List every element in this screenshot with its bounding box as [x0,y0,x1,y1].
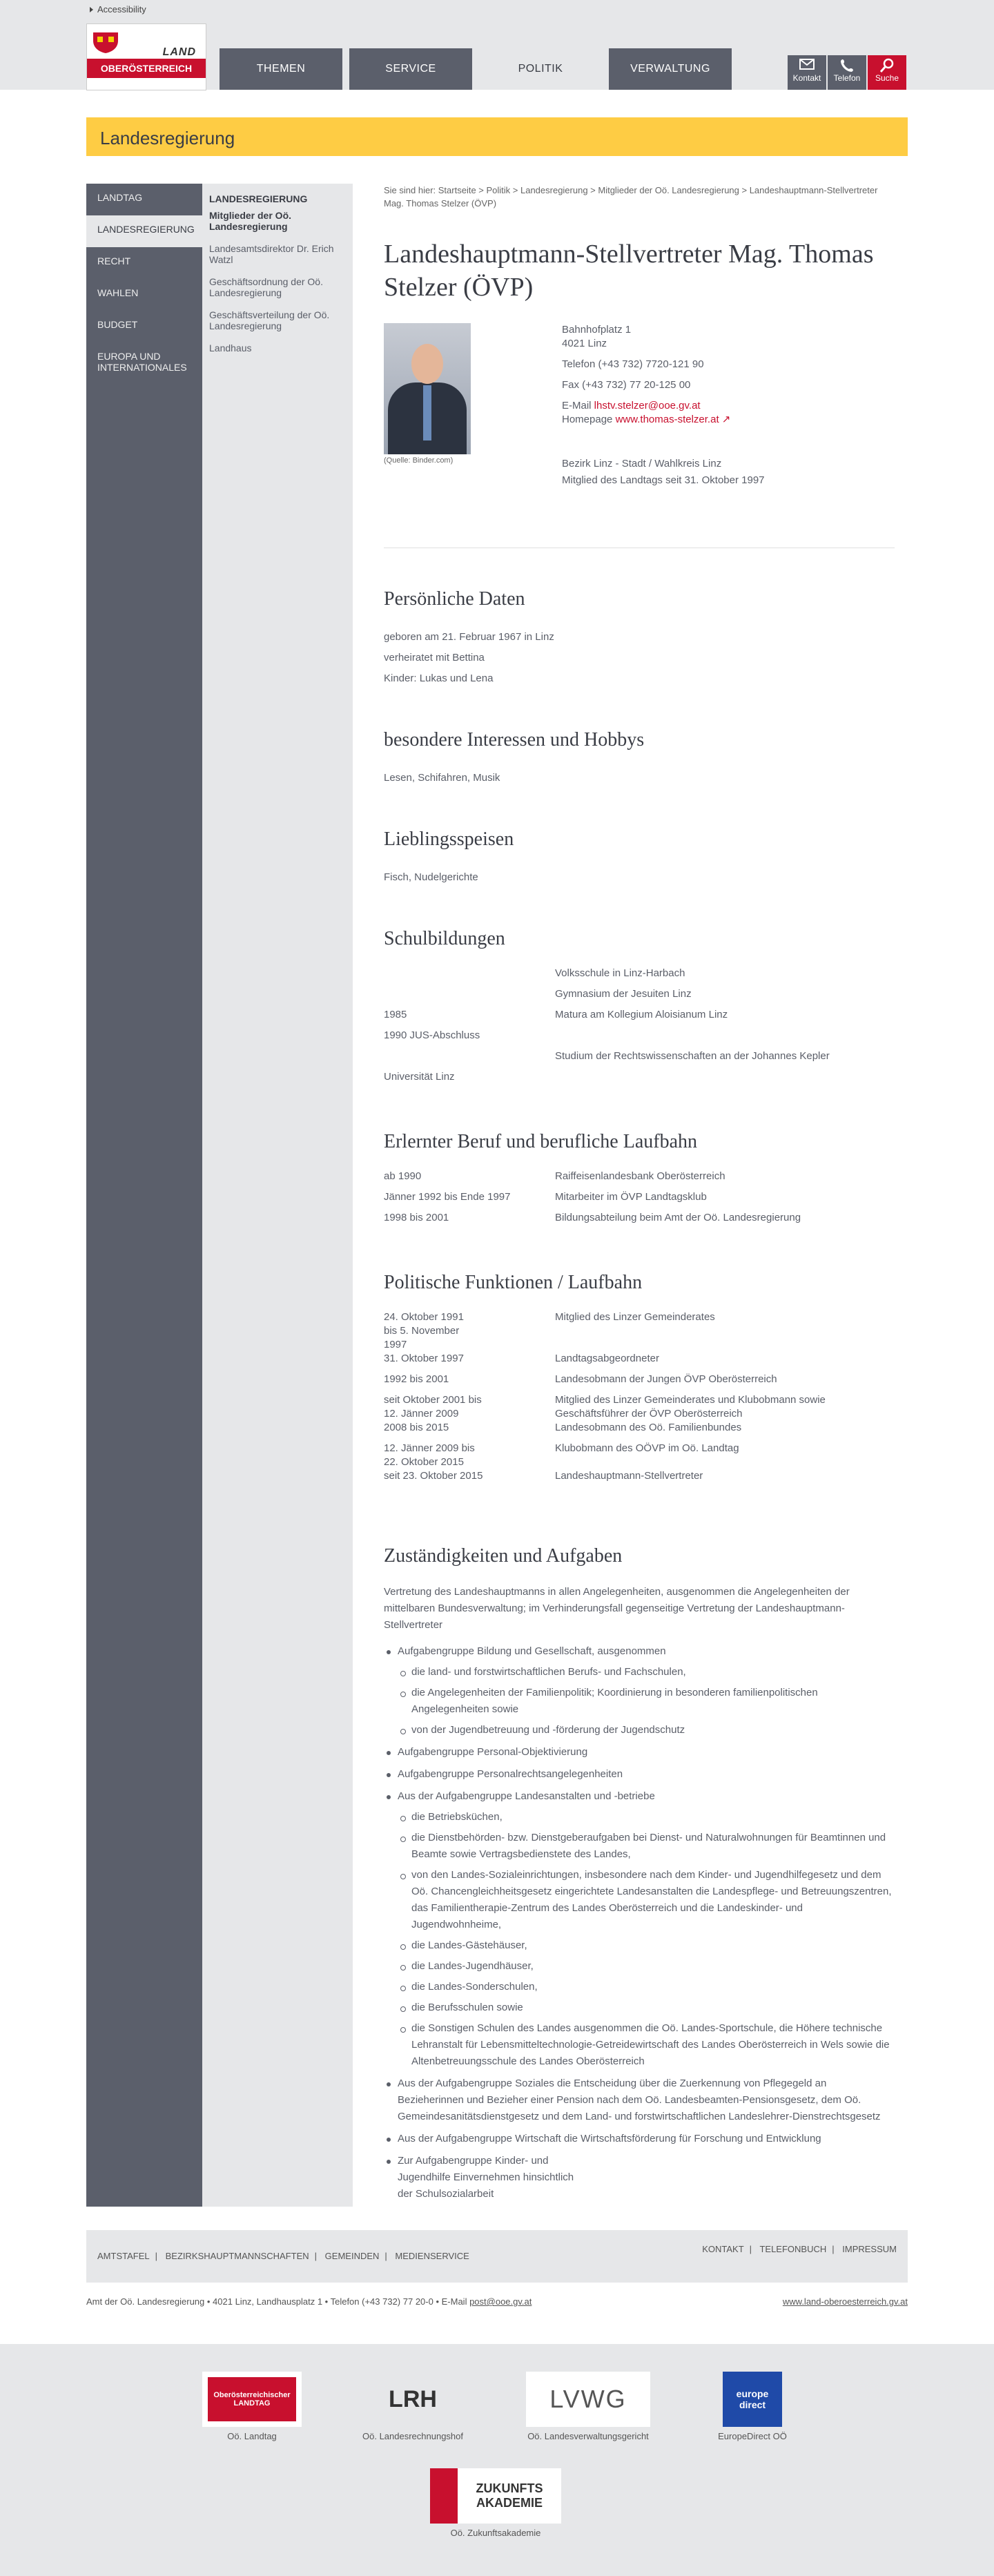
subnav-item-geschaeftsverteilung[interactable]: Geschäftsverteilung der Oö. Landesregierung [209,309,330,331]
school-cell: 1990 JUS-Abschluss [384,1029,480,1041]
school-cell: Volksschule in Linz-Harbach [555,967,685,979]
duty-item [384,1643,895,1739]
partner-label: Oö. Landesverwaltungsgericht [527,2431,649,2441]
subnav-heading[interactable]: LANDESREGIERUNG [209,193,308,204]
footer-link-gemeinden[interactable]: GEMEINDEN [324,2251,380,2261]
section-personal-title: Persönliche Daten [384,588,525,610]
career-table [384,1170,895,1232]
header [0,0,994,90]
school-cell [555,1029,895,1049]
homepage-label: Homepage [562,414,616,425]
nav-verwaltung[interactable]: VERWALTUNG [609,48,732,90]
logo-region: OBERÖSTERREICH [87,59,206,78]
address-text: Amt der Oö. Landesregierung • 4021 Linz, Landhausplatz 1 • Telefon (+43 732) 77 20-0 • E-Mail [86,2296,470,2307]
section-duties-title: Zuständigkeiten und Aufgaben [384,1545,623,1567]
phone-button[interactable] [828,55,866,90]
politics-table [384,1310,895,1490]
school-cell: Gymnasium der Jesuiten Linz [555,988,692,1000]
duty-item: Aus der Aufgabengruppe Soziales die Entscheidung über die Zuerkennung von Pflegegeld an Bezieherinnen und Bezieher einer Pension nach dem Oö. Landesbeamten-Pensionsgesetz, dem Oö. Gemeindesanitätsdienstgesetz und dem Land- und forstwirtschaftlichen Landeslehrer-Dienstrechtsgesetz [384,2075,895,2125]
career-cell: Jänner 1992 bis Ende 1997 [384,1191,511,1203]
politics-cell: seit 23. Oktober 2015 [384,1470,483,1482]
school-cell: 1985 [384,1009,407,1020]
politics-cell: 24. Oktober 1991 bis 5. November 1997 [384,1311,464,1350]
partner-landtag[interactable] [202,2372,302,2441]
politics-cell: 2008 bis 2015 [384,1422,449,1433]
subnav-item-landhaus[interactable]: Landhaus [209,342,252,354]
phone: Telefon (+43 732) 7720-121 90 [562,358,704,370]
school-cell [384,987,555,1008]
children: Kinder: Lukas und Lena [384,672,494,684]
street: Bahnhofplatz 1 [562,324,632,336]
email-link[interactable]: lhstv.stelzer@ooe.gv.at [594,400,701,411]
duty-subitem: die Sonstigen Schulen des Landes ausgenommen die Oö. Landes-Sportschule, die Höhere technische Lehranstalt für Lebensmitteltechnologie-Getreidewirtschaft des Landes Oberösterreich in Wels sowie die Altenbetreuungsschule des Landes Oberösterreich [398,2020,895,2070]
city: 4021 Linz [562,338,607,349]
europedirect-logo: europe direct [723,2372,782,2427]
school-cell [555,1070,895,1091]
duty-item: Aus der Aufgabengruppe Wirtschaft die Wirtschaftsförderung für Forschung und Entwicklung [384,2131,895,2147]
duty-text: Aufgabengruppe Bildung und Gesellschaft, ausgenommen [398,1645,666,1657]
landtag-logo: Oberösterreichischer LANDTAG [202,2372,302,2427]
duty-subitem: die Landes-Gästehäuser, [398,1937,895,1954]
section-politics-title: Politische Funktionen / Laufbahn [384,1272,643,1293]
fax: Fax (+43 732) 77 20-125 00 [562,379,691,391]
zukunftsakademie-logo: ZUKUNFTS AKADEMIE [430,2468,561,2524]
search-icon [879,58,895,73]
footer-link-kontakt[interactable]: KONTAKT [702,2244,744,2254]
politics-cell: Landesobmann des Oö. Familienbundes [555,1422,742,1433]
breadcrumb: Sie sind hier: Startseite > Politik > Landesregierung > Mitglieder der Oö. Landesregierung > Landeshauptmann-Stellvertreter Mag. Thomas Stelzer (ÖVP) [384,185,878,209]
section-hobbies-title: besondere Interessen und Hobbys [384,729,645,750]
personal-data [384,627,895,689]
school-table [384,967,895,1091]
partner-logos [0,2344,994,2576]
search-button[interactable] [868,55,906,90]
duty-subitem: die Angelegenheiten der Familienpolitik; Koordinierung in besonderen familienpolitischen Angelegenheiten sowie [398,1685,895,1718]
career-cell: Mitarbeiter im ÖVP Landtagsklub [555,1191,707,1203]
nav-themen[interactable]: THEMEN [220,48,342,90]
career-cell: 1998 bis 2001 [384,1212,449,1223]
duties-list [384,1643,895,2202]
section-school-title: Schulbildungen [384,928,505,949]
partner-zukunftsakademie[interactable] [427,2468,565,2538]
footer-link-amtstafel[interactable]: AMTSTAFEL [97,2251,150,2261]
photo-caption: (Quelle: Binder.com) [384,456,454,465]
politics-cell: 1992 bis 2001 [384,1373,449,1385]
duty-item: Zur Aufgabengruppe Kinder- und Jugendhilfe Einvernehmen hinsichtlich der Schulsozialarbeit [384,2153,895,2202]
career-cell: ab 1990 [384,1170,422,1182]
sidebar-item-budget[interactable]: BUDGET [97,319,138,330]
partner-label: Oö. Landtag [227,2431,277,2441]
married: verheiratet mit Bettina [384,652,485,664]
duty-subitem: die Berufsschulen sowie [398,1999,895,2016]
hobbies-text: Lesen, Schifahren, Musik [384,772,500,784]
sidebar-item-landesregierung[interactable]: LANDESREGIERUNG [86,215,202,247]
homepage-link[interactable]: www.thomas-stelzer.at [615,414,719,425]
site-logo[interactable] [86,23,206,90]
lrh-logo: LRH [389,2385,437,2412]
subnav [202,184,353,2207]
nav-politik[interactable]: POLITIK [479,48,602,90]
district: Bezirk Linz - Stadt / Wahlkreis Linz [562,458,722,469]
duties-intro: Vertretung des Landeshauptmanns in allen Angelegenheiten, ausgenommen die Angelegenheiten der mittelbaren Bundesverwaltung; im Verhinderungsfall gegenseitige Vertretung der Landeshauptmann-Stellvertreter [384,1586,850,1631]
school-cell: Matura am Kollegium Aloisianum Linz [555,1009,728,1020]
sidebar [86,184,202,2207]
band-title: Landesregierung [100,128,235,148]
contact-label: Kontakt [792,73,821,83]
portrait-photo [384,323,471,454]
duty-item [384,1788,895,2070]
section-career-title: Erlernter Beruf und berufliche Laufbahn [384,1131,698,1152]
politics-cell: Klubobmann des OÖVP im Oö. Landtag [555,1442,739,1454]
school-cell [384,967,555,987]
school-cell: Studium der Rechtswissenschaften an der Johannes Kepler [555,1050,830,1062]
duty-subitem: die Betriebsküchen, [398,1809,895,1826]
main-content [384,184,895,2208]
section-food-title: Lieblingsspeisen [384,829,514,850]
nav-service[interactable]: SERVICE [349,48,472,90]
lvwg-logo: LVWG [526,2372,650,2427]
profile [384,323,895,548]
external-link-icon: ↗ [721,414,731,425]
sidebar-item-recht[interactable]: RECHT [97,255,131,267]
mail-icon [799,58,815,70]
partner-label: Oö. Landesrechnungshof [362,2431,463,2441]
birth: geboren am 21. Februar 1967 in Linz [384,631,554,643]
phone-label: Telefon [833,73,861,83]
duty-subitem: von der Jugendbetreuung und -förderung der Jugendschutz [398,1722,895,1739]
duty-item: Aufgabengruppe Personal-Objektivierung [384,1744,895,1761]
footer-link-medienservice[interactable]: MEDIENSERVICE [395,2251,469,2261]
politics-cell: Mitglied des Linzer Gemeinderates [555,1311,715,1323]
subnav-item-geschaeftsordnung[interactable]: Geschäftsordnung der Oö. Landesregierung [209,276,323,298]
duty-subitem: die land- und forstwirtschaftlichen Berufs- und Fachschulen, [398,1664,895,1681]
duty-subitem: die Dienstbehörden- bzw. Dienstgeberaufgaben bei Dienst- und Naturalwohnungen für Beamtinnen und Beamte sowie Vertragsbedienstete des Landes, [398,1830,895,1863]
food-text: Fisch, Nudelgerichte [384,871,478,883]
politics-cell: Landtagsabgeordneter [555,1353,659,1364]
search-label: Suche [875,73,899,83]
duty-text: Aus der Aufgabengruppe Landesanstalten und -betriebe [398,1790,655,1802]
main-nav [220,48,732,90]
partner-label: Oö. Zukunftsakademie [450,2528,541,2538]
subnav-item-mitglieder[interactable]: Mitglieder der Oö. Landesregierung [209,210,292,232]
footer-link-impressum[interactable]: IMPRESSUM [842,2244,897,2254]
school-cell: Universität Linz [384,1071,455,1083]
career-cell: Raiffeisenlandesbank Oberösterreich [555,1170,725,1182]
accessibility-link[interactable]: Accessibility [90,4,146,14]
duty-subitem: von den Landes-Sozialeinrichtungen, insbesondere nach dem Kinder- und Jugendhilfegesetz und dem Oö. Chancengleichheitsgesetz eingerichtete Landesanstalten die Landespflege- und Betreuungszentren, das Familientherapie-Zentrum des Landes Oberösterreich und die Landeskinder- und Jugendwohnheime, [398,1867,895,1933]
sidebar-item-wahlen[interactable]: WAHLEN [97,287,139,298]
school-cell [384,1049,555,1070]
footer-address [86,2296,908,2307]
partner-lvwg[interactable] [519,2372,657,2441]
contact-button[interactable] [788,55,826,90]
site-link[interactable]: www.land-oberoesterreich.gv.at [782,2296,908,2307]
politics-cell: Landesobmann der Jungen ÖVP Oberösterreich [555,1373,777,1385]
career-cell: Bildungsabteilung beim Amt der Oö. Landesregierung [555,1212,801,1223]
email-label: E-Mail [562,400,594,411]
contact-info [562,323,765,494]
duty-subitem: die Landes-Jugendhäuser, [398,1958,895,1975]
tool-buttons [788,55,906,90]
address-email[interactable]: post@ooe.gv.at [469,2296,532,2307]
member-since: Mitglied des Landtags seit 31. Oktober 1997 [562,474,765,486]
politics-cell: 31. Oktober 1997 [384,1353,464,1364]
section-band [86,117,908,156]
politics-cell: seit Oktober 2001 bis 12. Jänner 2009 [384,1394,482,1420]
politics-cell: 12. Jänner 2009 bis 22. Oktober 2015 [384,1442,475,1468]
phone-icon [839,58,855,72]
partner-label: EuropeDirect OÖ [718,2431,787,2441]
footer-links: AMTSTAFEL | BEZIRKSHAUPTMANNSCHAFTEN | GEMEINDEN | MEDIENSERVICE KONTAKT | TELEFONBUCH | IMPRESSUM [86,2230,908,2283]
sidebar-item-landtag[interactable]: LANDTAG [97,192,143,203]
footer-link-bezirkshauptmannschaften[interactable]: BEZIRKSHAUPTMANNSCHAFTEN [165,2251,309,2261]
logo-land: LAND [162,46,196,58]
footer-link-telefonbuch[interactable]: TELEFONBUCH [759,2244,827,2254]
politics-cell: Landeshauptmann-Stellvertreter [555,1470,703,1482]
partner-europedirect[interactable] [711,2372,794,2441]
partner-lrh[interactable] [358,2372,468,2441]
sidebar-item-europa[interactable]: EUROPA UND INTERNATIONALES [97,351,187,373]
page-title: Landeshauptmann-Stellvertreter Mag. Thomas Stelzer (ÖVP) [384,240,874,302]
subnav-item-landesamtsdirektor[interactable]: Landesamtsdirektor Dr. Erich Watzl [209,243,334,265]
duty-subitem: die Landes-Sonderschulen, [398,1979,895,1995]
duty-item: Aufgabengruppe Personalrechtsangelegenheiten [384,1766,895,1783]
crest-icon [90,30,121,55]
politics-cell: Mitglied des Linzer Gemeinderates und Klubobmann sowie Geschäftsführer der ÖVP Oberösterreich [555,1394,826,1420]
